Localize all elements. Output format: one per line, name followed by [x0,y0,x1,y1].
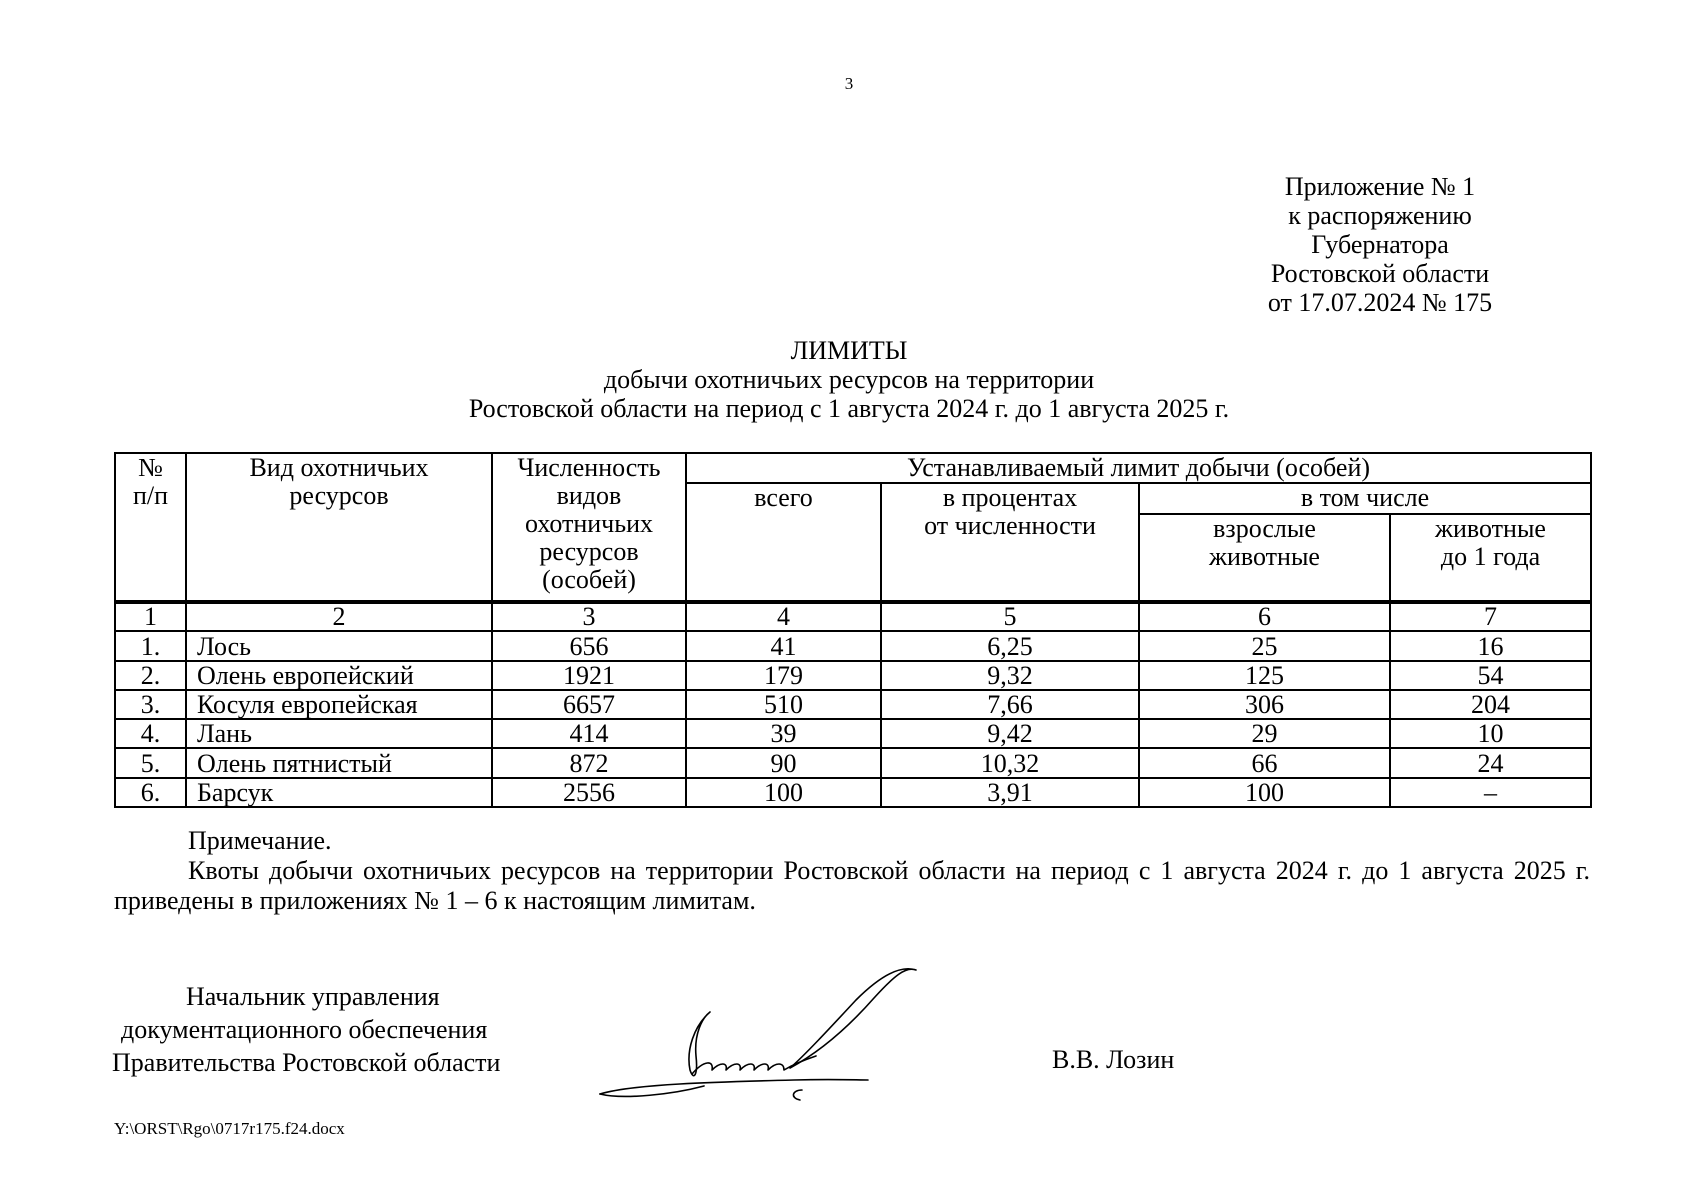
cell-percent: 10,32 [881,748,1139,777]
title-heading: ЛИМИТЫ [790,336,908,365]
header-adults [1139,514,1390,603]
cell-num: 6. [115,778,186,807]
cell-num: 4. [115,719,186,748]
position-line: Правительства Ростовской области [112,1048,501,1077]
cell-total: 100 [686,778,881,807]
appendix-line: Губернатора [1311,230,1449,259]
cell-juveniles: 10 [1390,719,1591,748]
cell-percent: 6,25 [881,631,1139,660]
cell-total: 179 [686,661,881,690]
cell-adults: 29 [1139,719,1390,748]
column-number: 3 [492,602,686,631]
cell-species: Олень европейский [186,661,492,690]
signer-name: В.В. Лозин [1052,1045,1175,1074]
cell-num: 3. [115,690,186,719]
header-text: взрослые [1213,513,1316,543]
header-text: № [138,453,163,482]
cell-adults: 66 [1139,748,1390,777]
title-line: Ростовской области на период с 1 августа 2024 г. до 1 августа 2025 г. [468,394,1230,423]
cell-percent: 3,91 [881,778,1139,807]
note-section [114,826,1590,916]
position-line: документационного обеспечения [121,1015,488,1044]
cell-num: 5. [115,748,186,777]
cell-population: 656 [492,631,686,660]
appendix-line: Ростовской области [1270,259,1490,288]
limits-table [114,452,1592,808]
header-including: в том числе [1139,483,1591,513]
column-number: 6 [1139,602,1390,631]
cell-population: 1921 [492,661,686,690]
header-species [186,453,492,602]
note-label: Примечание. [188,826,332,855]
header-text: Вид охотничьих [249,453,429,482]
note-text: Квоты добычи охотничьих ресурсов на территории Ростовской области на период с 1 августа 2024 г. до 1 августа 2025 г. приведены в приложениях № 1 – 6 к настоящим лимитам. [114,856,1590,915]
cell-species: Барсук [186,778,492,807]
signatory-position [112,980,500,1079]
cell-population: 6657 [492,690,686,719]
column-number: 1 [115,602,186,631]
header-percent [881,483,1139,602]
cell-species: Косуля европейская [186,690,492,719]
column-numbers-row [115,602,1591,631]
cell-population: 872 [492,748,686,777]
page-number: 3 [844,74,854,93]
cell-total: 90 [686,748,881,777]
header-text: (особей) [542,565,636,594]
cell-population: 2556 [492,778,686,807]
header-text: ресурсов [289,481,389,510]
cell-species: Олень пятнистый [186,748,492,777]
cell-percent: 7,66 [881,690,1139,719]
cell-species: Лось [186,631,492,660]
handwritten-signature [594,964,924,1114]
appendix-reference [1230,172,1530,317]
cell-juveniles: 16 [1390,631,1591,660]
column-number: 7 [1390,602,1591,631]
cell-num: 1. [115,631,186,660]
appendix-line: Приложение № 1 [1284,172,1476,201]
column-number: 4 [686,602,881,631]
table-row [115,778,1591,807]
cell-juveniles: 54 [1390,661,1591,690]
cell-adults: 25 [1139,631,1390,660]
header-total: всего [686,483,881,602]
header-population [492,453,686,602]
header-text: до 1 года [1440,541,1541,571]
header-text: видов [556,481,622,510]
header-text: животные [1209,541,1320,571]
title-line: добычи охотничьих ресурсов на территории [603,365,1095,394]
file-path: Y:\ORST\Rgo\0717r175.f24.docx [114,1119,345,1138]
appendix-line: к распоряжению [1288,201,1472,230]
header-text: в процентах [942,483,1078,513]
header-juveniles [1390,514,1591,603]
cell-adults: 306 [1139,690,1390,719]
table-row [115,719,1591,748]
header-text: от численности [924,511,1096,541]
table-row [115,690,1591,719]
cell-juveniles: – [1390,778,1591,807]
table-row [115,661,1591,690]
appendix-line: от 17.07.2024 № 175 [1267,288,1493,317]
column-number: 5 [881,602,1139,631]
cell-adults: 100 [1139,778,1390,807]
header-text: животные [1435,513,1546,543]
cell-population: 414 [492,719,686,748]
cell-juveniles: 204 [1390,690,1591,719]
cell-species: Лань [186,719,492,748]
cell-juveniles: 24 [1390,748,1591,777]
cell-percent: 9,42 [881,719,1139,748]
cell-adults: 125 [1139,661,1390,690]
cell-total: 39 [686,719,881,748]
table-row [115,748,1591,777]
table-row [115,631,1591,660]
cell-total: 510 [686,690,881,719]
header-text: охотничьих [524,509,654,538]
document-title [0,336,1698,423]
cell-total: 41 [686,631,881,660]
header-limit-group: Устанавливаемый лимит добычи (особей) [686,453,1591,483]
header-num [115,453,186,602]
header-text: ресурсов [539,537,639,566]
cell-percent: 9,32 [881,661,1139,690]
header-text: п/п [132,481,169,510]
position-line: Начальник управления [186,982,440,1011]
cell-num: 2. [115,661,186,690]
header-text: Численность [517,453,661,482]
column-number: 2 [186,602,492,631]
